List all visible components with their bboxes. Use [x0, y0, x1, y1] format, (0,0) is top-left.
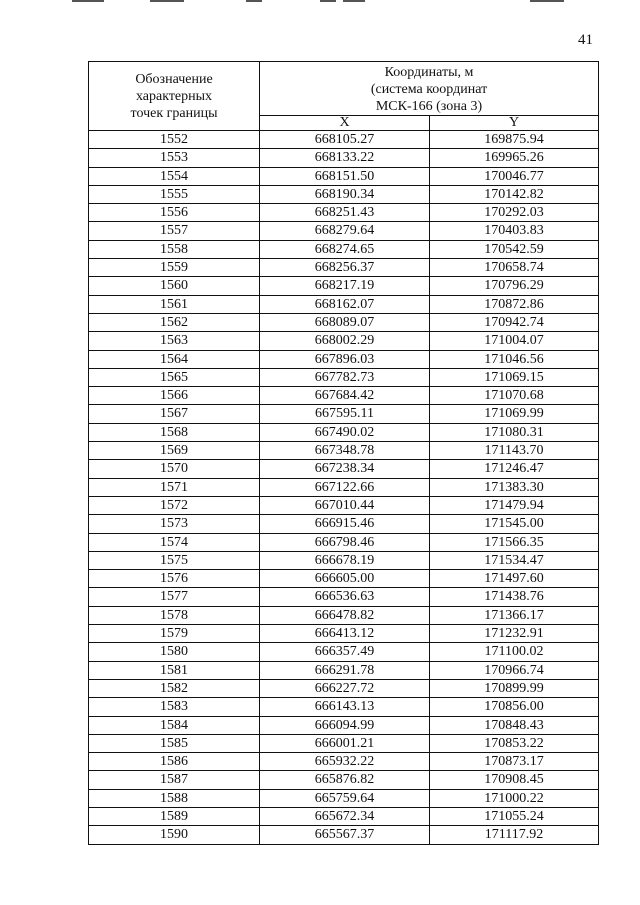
table-body — [89, 131, 599, 845]
points-header-line: Обозначение — [135, 71, 213, 87]
y-coordinate-cell: 170292.03 — [430, 204, 599, 222]
x-coordinate-cell: 668089.07 — [260, 313, 430, 331]
coords-header-line: МСК-166 (зона 3) — [375, 99, 483, 114]
table-row — [89, 405, 599, 423]
y-coordinate-cell: 171046.56 — [430, 350, 599, 368]
table-row — [89, 295, 599, 313]
y-coordinate-cell: 170853.22 — [430, 734, 599, 752]
table-row — [89, 625, 599, 643]
x-coordinate-cell: 668105.27 — [260, 131, 430, 149]
point-cell: 1587 — [89, 771, 260, 789]
x-coordinate-cell: 666001.21 — [260, 734, 430, 752]
scan-edge-marks — [0, 0, 640, 4]
y-coordinate-cell: 170966.74 — [430, 661, 599, 679]
points-column-header — [89, 62, 260, 131]
point-cell: 1574 — [89, 533, 260, 551]
table-row — [89, 789, 599, 807]
y-coordinate-cell: 171383.30 — [430, 478, 599, 496]
x-coordinate-cell: 667595.11 — [260, 405, 430, 423]
y-coordinate-cell: 170872.86 — [430, 295, 599, 313]
x-coordinate-cell: 667896.03 — [260, 350, 430, 368]
y-coordinate-cell: 171232.91 — [430, 625, 599, 643]
point-cell: 1575 — [89, 551, 260, 569]
point-cell: 1566 — [89, 387, 260, 405]
point-cell: 1589 — [89, 807, 260, 825]
y-coordinate-cell: 171438.76 — [430, 588, 599, 606]
y-coordinate-cell: 170942.74 — [430, 313, 599, 331]
y-coordinate-cell: 171545.00 — [430, 515, 599, 533]
point-cell: 1553 — [89, 149, 260, 167]
coordinates-table — [88, 61, 599, 845]
table-row — [89, 679, 599, 697]
point-cell: 1554 — [89, 167, 260, 185]
x-coordinate-cell: 667490.02 — [260, 423, 430, 441]
table-row — [89, 185, 599, 203]
table-row — [89, 734, 599, 752]
y-coordinate-cell: 171246.47 — [430, 460, 599, 478]
x-coordinate-cell: 666915.46 — [260, 515, 430, 533]
x-coordinate-cell: 668002.29 — [260, 332, 430, 350]
x-coordinate-cell: 666227.72 — [260, 679, 430, 697]
point-cell: 1552 — [89, 131, 260, 149]
table-row — [89, 661, 599, 679]
table-row — [89, 643, 599, 661]
points-header-line: точек границы — [130, 105, 218, 121]
y-coordinate-cell: 171497.60 — [430, 570, 599, 588]
x-coordinate-cell: 666143.13 — [260, 698, 430, 716]
point-cell: 1565 — [89, 368, 260, 386]
point-cell: 1577 — [89, 588, 260, 606]
point-cell: 1570 — [89, 460, 260, 478]
point-cell: 1563 — [89, 332, 260, 350]
y-coordinate-cell: 170796.29 — [430, 277, 599, 295]
y-coordinate-cell: 170142.82 — [430, 185, 599, 203]
point-cell: 1580 — [89, 643, 260, 661]
point-cell: 1590 — [89, 826, 260, 844]
x-coordinate-cell: 668133.22 — [260, 149, 430, 167]
point-cell: 1557 — [89, 222, 260, 240]
table-row — [89, 204, 599, 222]
table-row — [89, 332, 599, 350]
table-row — [89, 496, 599, 514]
point-cell: 1567 — [89, 405, 260, 423]
y-coordinate-cell: 170046.77 — [430, 167, 599, 185]
x-coordinate-cell: 666478.82 — [260, 606, 430, 624]
table-row — [89, 716, 599, 734]
table-row — [89, 131, 599, 149]
table-row — [89, 478, 599, 496]
table-header — [89, 62, 599, 131]
point-cell: 1564 — [89, 350, 260, 368]
point-cell: 1581 — [89, 661, 260, 679]
point-cell: 1586 — [89, 753, 260, 771]
x-coordinate-cell: 668217.19 — [260, 277, 430, 295]
table-row — [89, 167, 599, 185]
x-coordinate-cell: 668274.65 — [260, 240, 430, 258]
y-coordinate-cell: 171534.47 — [430, 551, 599, 569]
table-row — [89, 313, 599, 331]
x-coordinate-cell: 668256.37 — [260, 259, 430, 277]
y-coordinate-cell: 170542.59 — [430, 240, 599, 258]
x-coordinate-cell: 668190.34 — [260, 185, 430, 203]
point-cell: 1578 — [89, 606, 260, 624]
x-column-header: X — [260, 116, 430, 131]
y-coordinate-cell: 171069.99 — [430, 405, 599, 423]
table-row — [89, 698, 599, 716]
point-cell: 1558 — [89, 240, 260, 258]
y-coordinate-cell: 171080.31 — [430, 423, 599, 441]
y-coordinate-cell: 170908.45 — [430, 771, 599, 789]
x-coordinate-cell: 668251.43 — [260, 204, 430, 222]
point-cell: 1588 — [89, 789, 260, 807]
x-coordinate-cell: 666094.99 — [260, 716, 430, 734]
y-coordinate-cell: 171117.92 — [430, 826, 599, 844]
point-cell: 1568 — [89, 423, 260, 441]
point-cell: 1562 — [89, 313, 260, 331]
point-cell: 1556 — [89, 204, 260, 222]
y-coordinate-cell: 170403.83 — [430, 222, 599, 240]
table-row — [89, 240, 599, 258]
y-coordinate-cell: 171055.24 — [430, 807, 599, 825]
coords-header-line: (система координат — [370, 82, 488, 97]
y-coordinate-cell: 169875.94 — [430, 131, 599, 149]
table-row — [89, 149, 599, 167]
x-coordinate-cell: 665876.82 — [260, 771, 430, 789]
table-row — [89, 350, 599, 368]
y-coordinate-cell: 170873.17 — [430, 753, 599, 771]
y-coordinate-cell: 170658.74 — [430, 259, 599, 277]
table-row — [89, 606, 599, 624]
x-coordinate-cell: 667684.42 — [260, 387, 430, 405]
point-cell: 1572 — [89, 496, 260, 514]
table-row — [89, 222, 599, 240]
point-cell: 1559 — [89, 259, 260, 277]
y-coordinate-cell: 171143.70 — [430, 442, 599, 460]
point-cell: 1571 — [89, 478, 260, 496]
point-cell: 1582 — [89, 679, 260, 697]
point-cell: 1555 — [89, 185, 260, 203]
x-coordinate-cell: 667122.66 — [260, 478, 430, 496]
y-coordinate-cell: 170848.43 — [430, 716, 599, 734]
point-cell: 1576 — [89, 570, 260, 588]
x-coordinate-cell: 665932.22 — [260, 753, 430, 771]
x-coordinate-cell: 667238.34 — [260, 460, 430, 478]
y-coordinate-cell: 171070.68 — [430, 387, 599, 405]
y-coordinate-cell: 171000.22 — [430, 789, 599, 807]
table-row — [89, 533, 599, 551]
x-coordinate-cell: 666605.00 — [260, 570, 430, 588]
table-row — [89, 442, 599, 460]
table-row — [89, 387, 599, 405]
table-row — [89, 515, 599, 533]
coords-header-line: Координаты, м — [384, 65, 474, 80]
x-coordinate-cell: 666413.12 — [260, 625, 430, 643]
x-coordinate-cell: 665672.34 — [260, 807, 430, 825]
point-cell: 1583 — [89, 698, 260, 716]
table-row — [89, 826, 599, 844]
table-row — [89, 753, 599, 771]
point-cell: 1569 — [89, 442, 260, 460]
x-coordinate-cell: 668162.07 — [260, 295, 430, 313]
point-cell: 1560 — [89, 277, 260, 295]
coordinates-column-header — [260, 62, 599, 116]
table-row — [89, 588, 599, 606]
table-row — [89, 460, 599, 478]
x-coordinate-cell: 666536.63 — [260, 588, 430, 606]
table-row — [89, 368, 599, 386]
table-row — [89, 277, 599, 295]
table-row — [89, 551, 599, 569]
y-coordinate-cell: 170899.99 — [430, 679, 599, 697]
table-row — [89, 570, 599, 588]
x-coordinate-cell: 666357.49 — [260, 643, 430, 661]
y-coordinate-cell: 171566.35 — [430, 533, 599, 551]
y-coordinate-cell: 171004.07 — [430, 332, 599, 350]
y-coordinate-cell: 170856.00 — [430, 698, 599, 716]
x-coordinate-cell: 666291.78 — [260, 661, 430, 679]
x-coordinate-cell: 667010.44 — [260, 496, 430, 514]
x-coordinate-cell: 667348.78 — [260, 442, 430, 460]
y-column-header: Y — [430, 116, 599, 131]
x-coordinate-cell: 668279.64 — [260, 222, 430, 240]
point-cell: 1561 — [89, 295, 260, 313]
table-row — [89, 423, 599, 441]
points-header-line: характерных — [135, 88, 213, 104]
table-row — [89, 259, 599, 277]
x-coordinate-cell: 665567.37 — [260, 826, 430, 844]
point-cell: 1584 — [89, 716, 260, 734]
y-coordinate-cell: 171100.02 — [430, 643, 599, 661]
x-coordinate-cell: 666798.46 — [260, 533, 430, 551]
page-number: 41 — [578, 32, 593, 48]
y-coordinate-cell: 171366.17 — [430, 606, 599, 624]
point-cell: 1573 — [89, 515, 260, 533]
x-coordinate-cell: 666678.19 — [260, 551, 430, 569]
y-coordinate-cell: 171479.94 — [430, 496, 599, 514]
x-coordinate-cell: 668151.50 — [260, 167, 430, 185]
y-coordinate-cell: 171069.15 — [430, 368, 599, 386]
y-coordinate-cell: 169965.26 — [430, 149, 599, 167]
table-row — [89, 771, 599, 789]
point-cell: 1579 — [89, 625, 260, 643]
point-cell: 1585 — [89, 734, 260, 752]
x-coordinate-cell: 667782.73 — [260, 368, 430, 386]
x-coordinate-cell: 665759.64 — [260, 789, 430, 807]
table-row — [89, 807, 599, 825]
